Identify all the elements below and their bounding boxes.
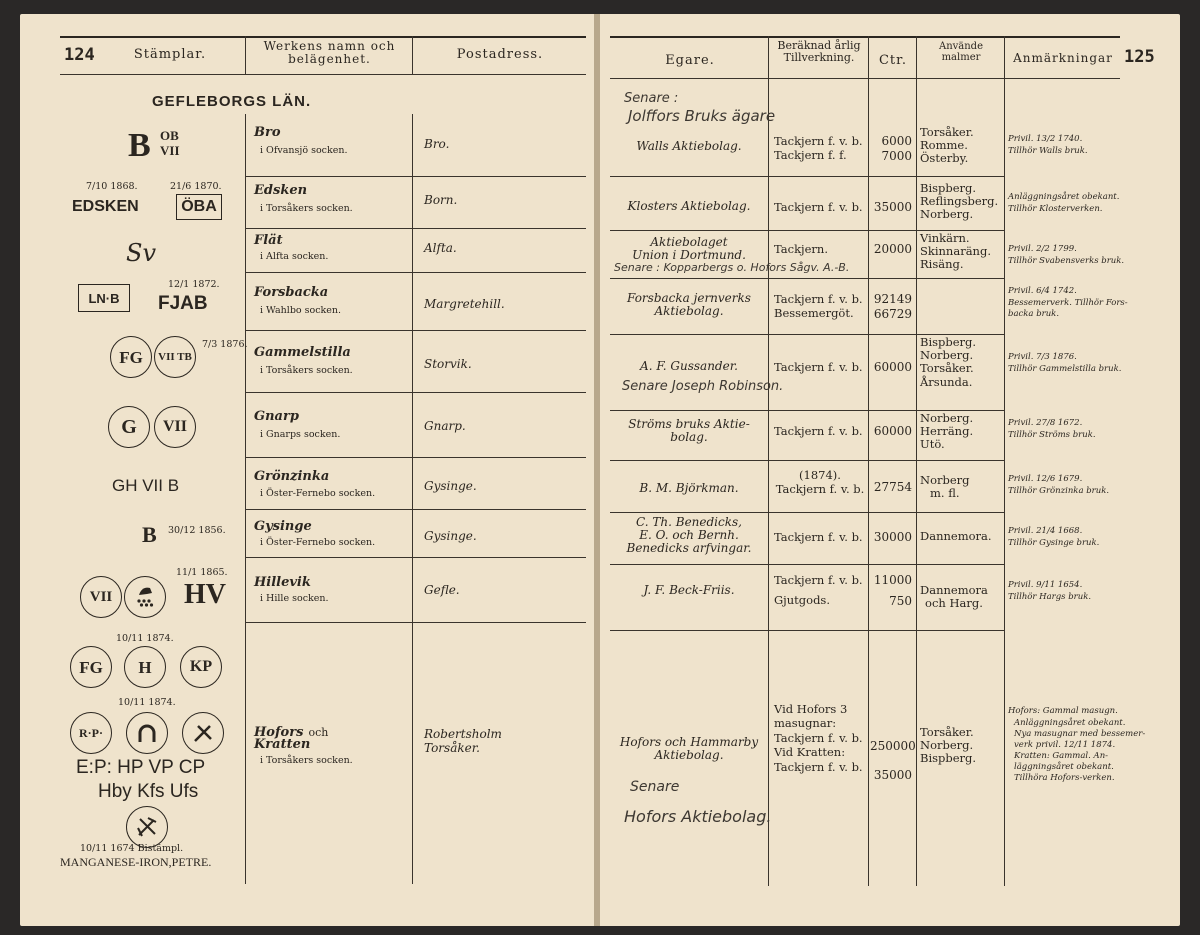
header-production: Beräknad årlig Tillverkning. bbox=[777, 39, 861, 64]
work-name: Edsken bbox=[254, 183, 308, 198]
production-type: Vid Hofors 3 masugnar: Tackjern f. v. b. Vid Kratten: Tackjern f. v. b. bbox=[774, 702, 863, 774]
production-ctr: 60000 bbox=[873, 424, 912, 438]
stamp-edsken-date: 7/10 1868. bbox=[86, 181, 138, 192]
row-rule bbox=[245, 557, 586, 558]
stamp-hofors-circle: KP bbox=[180, 646, 222, 688]
header-bottom-rule bbox=[610, 78, 1120, 79]
header-owner: Egare. bbox=[665, 53, 715, 68]
stamp-edsken: EDSKEN bbox=[72, 198, 139, 215]
production-ctr: 20000 bbox=[873, 242, 912, 256]
handwritten-note: Senare : Kopparbergs o. Hofors Sågv. A.-B. bbox=[614, 261, 850, 274]
production-type: Tackjern f. v. b. Bessemergöt. bbox=[774, 292, 863, 321]
stamp-manganese: MANGANESE-IRON,PETRE. bbox=[60, 855, 212, 869]
header-stamps: Stämplar. bbox=[133, 47, 207, 62]
column-divider bbox=[868, 36, 869, 886]
work-parish: i Öster-Fernebo socken. bbox=[260, 537, 376, 548]
remark: Privil. 7/3 1876. bbox=[1008, 352, 1077, 362]
stamp-bro-sub: VII bbox=[160, 143, 180, 158]
crossed-pickaxes-icon bbox=[126, 806, 168, 848]
work-parish: i Öster-Fernebo socken. bbox=[260, 488, 376, 499]
ores: Dannemora och Harg. bbox=[920, 583, 988, 611]
owner: Walls Aktiebolag. bbox=[636, 139, 742, 153]
handwritten-note: Senare Joseph Robinson. bbox=[622, 379, 784, 394]
remark: Tillhör Klosterverken. bbox=[1008, 204, 1103, 214]
ores: Vinkärn. Skinnaräng. Risäng. bbox=[920, 231, 991, 272]
row-rule bbox=[610, 630, 1004, 631]
work-parish: i Alfta socken. bbox=[260, 251, 329, 262]
stamp-hofors-circle: R·P· bbox=[70, 712, 112, 754]
remark: Tillhör Hargs bruk. bbox=[1008, 592, 1092, 602]
ores: Norberg m. fl. bbox=[920, 473, 970, 501]
header-divider bbox=[245, 36, 246, 74]
remark: Tillhör Gysinge bruk. bbox=[1008, 538, 1100, 548]
row-rule bbox=[610, 564, 1004, 565]
work-parish: i Torsåkers socken. bbox=[260, 203, 353, 214]
production-ctr: 35000 bbox=[873, 200, 912, 214]
page-number: 125 bbox=[1124, 47, 1155, 67]
stamp-hofors-circle: H bbox=[124, 646, 166, 688]
production-type: Tackjern f. v. b. Tackjern f. f. bbox=[774, 134, 863, 163]
stamp-bro: B bbox=[128, 127, 151, 164]
work-post: Alfta. bbox=[424, 241, 457, 255]
work-name: Grönzinka bbox=[254, 469, 330, 484]
work-post: Bro. bbox=[424, 137, 450, 151]
left-page bbox=[20, 14, 594, 926]
owner: Hofors och Hammarby Aktiebolag. bbox=[619, 735, 759, 763]
remark: Privil. 9/11 1654. bbox=[1008, 580, 1083, 590]
stamp-forsbacka-date: 12/1 1872. bbox=[168, 279, 220, 290]
stamp-gysinge-date: 30/12 1856. bbox=[168, 525, 226, 536]
work-name: Hillevik bbox=[254, 575, 311, 590]
stamp-gysinge: B bbox=[142, 522, 157, 547]
work-post: Gysinge. bbox=[424, 529, 477, 543]
work-parish: i Gnarps socken. bbox=[260, 429, 341, 440]
production-ctr: 30000 bbox=[873, 530, 912, 544]
stamp-hofors-date: 10/11 1874. bbox=[116, 633, 174, 644]
work-parish: i Torsåkers socken. bbox=[260, 755, 353, 766]
work-name: Gysinge bbox=[254, 519, 312, 534]
work-parish: i Wahlbo socken. bbox=[260, 305, 342, 316]
handwritten-note: Senare bbox=[630, 779, 680, 795]
work-parish: i Ofvansjö socken. bbox=[260, 145, 348, 156]
remark: Privil. 13/2 1740. bbox=[1008, 134, 1083, 144]
column-divider bbox=[1004, 36, 1005, 886]
remark: Tillhör Gammelstilla bruk. bbox=[1008, 364, 1122, 374]
remark: Bessemerverk. Tillhör Fors- backa bruk. bbox=[1008, 298, 1128, 320]
row-rule bbox=[245, 392, 586, 393]
owner: Forsbacka jernverks Aktiebolag. bbox=[627, 291, 751, 319]
row-rule bbox=[610, 176, 1004, 177]
header-works: Werkens namn och belägenhet. bbox=[263, 39, 396, 67]
stamp-hillevik-horse-icon bbox=[124, 576, 166, 618]
right-page bbox=[600, 14, 1180, 926]
row-rule bbox=[610, 512, 1004, 513]
work-parish: i Torsåkers socken. bbox=[260, 365, 353, 376]
stamp-gammel-circle: VII TB bbox=[154, 336, 196, 378]
remark: Anläggningsåret obekant. bbox=[1008, 192, 1120, 202]
ores: Norberg. Herräng. Utö. bbox=[920, 411, 974, 452]
remark: Hofors: Gammal masugn. bbox=[1008, 706, 1118, 716]
row-rule bbox=[245, 457, 586, 458]
work-name-suffix: och bbox=[308, 726, 329, 739]
production-type: (1874). Tackjern f. v. b. bbox=[775, 468, 865, 497]
production-type: Tackjern. bbox=[774, 242, 828, 256]
owner: B. M. Björkman. bbox=[639, 481, 739, 495]
production-ctr: 27754 bbox=[873, 480, 912, 494]
horseshoe-icon bbox=[126, 712, 168, 754]
production-ctr: 92149 66729 bbox=[873, 292, 912, 321]
stamp-hofors-crown-circle: FG bbox=[70, 646, 112, 688]
remark: Tillhör Ströms bruk. bbox=[1008, 430, 1096, 440]
owner: Ströms bruks Aktie- bolag. bbox=[628, 417, 750, 445]
work-name: Bro bbox=[254, 125, 281, 140]
stamp-forsbacka-box: LN·B bbox=[78, 284, 130, 312]
handwritten-note: Hofors Aktiebolag. bbox=[624, 807, 772, 826]
remark: Anläggningsåret obekant. Nya masugnar med bessemer- verk privil. 12/11 1874. Kratten: Gammal. An- läggningsåret obekant. Tillhöra Hofors-verken. bbox=[1014, 718, 1146, 784]
row-rule bbox=[610, 278, 1004, 279]
work-name: Gammelstilla bbox=[254, 345, 351, 360]
header-postal: Postadress. bbox=[456, 47, 544, 62]
stamp-bistampl: 10/11 1674 Bistämpl. bbox=[80, 843, 184, 854]
stamp-oba: ÖBA bbox=[176, 194, 222, 220]
work-parish: i Hille socken. bbox=[260, 593, 329, 604]
remark: Tillhör Grönzinka bruk. bbox=[1008, 486, 1110, 496]
work-name: Flät bbox=[254, 233, 283, 248]
production-ctr: 6000 7000 bbox=[881, 134, 912, 163]
work-name: Forsbacka bbox=[254, 285, 329, 300]
row-rule bbox=[245, 272, 586, 273]
ores: Torsåker. Romme. Österby. bbox=[920, 125, 974, 166]
row-rule bbox=[610, 460, 1004, 461]
stamp-gammel-date: 7/3 1876. bbox=[202, 339, 248, 350]
row-rule bbox=[245, 509, 586, 510]
production-type: Tackjern f. v. b. bbox=[774, 360, 863, 374]
page-number: 124 bbox=[64, 45, 95, 65]
stamp-gnarp-circle: G bbox=[108, 406, 150, 448]
stamp-hillevik: HV bbox=[184, 579, 226, 610]
owner: J. F. Beck-Friis. bbox=[643, 583, 735, 597]
work-post: Gnarp. bbox=[424, 419, 466, 433]
work-post: Gefle. bbox=[424, 583, 460, 597]
header-bottom-rule bbox=[60, 74, 586, 75]
production-ctr: 250000 35000 bbox=[870, 739, 916, 782]
column-divider bbox=[916, 36, 917, 886]
work-post: Storvik. bbox=[424, 357, 472, 371]
stamp-hofors-date: 10/11 1874. bbox=[118, 697, 176, 708]
owner: A. F. Gussander. bbox=[640, 359, 738, 373]
header-divider bbox=[412, 36, 413, 74]
stamp-hillevik-circle: VII bbox=[80, 576, 122, 618]
row-rule bbox=[245, 622, 586, 623]
handwritten-note: Senare : bbox=[624, 91, 679, 106]
remark: Privil. 6/4 1742. bbox=[1008, 286, 1077, 296]
remark: Privil. 21/4 1668. bbox=[1008, 526, 1083, 536]
ores: Bispberg. Reflingsberg. Norberg. bbox=[920, 181, 999, 222]
stamp-oba-date: 21/6 1870. bbox=[170, 181, 222, 192]
ores: Dannemora. bbox=[920, 529, 992, 543]
stamp-hofors-marks: Hby Kfs Ufs bbox=[98, 781, 199, 802]
work-name: Kratten bbox=[254, 737, 311, 752]
county-title: GEFLEBORGS LÄN. bbox=[152, 93, 312, 110]
work-post: Margretehill. bbox=[424, 297, 505, 311]
owner: Klosters Aktiebolag. bbox=[627, 199, 751, 213]
work-name: Hofors bbox=[254, 725, 304, 740]
production-ctr: 60000 bbox=[873, 360, 912, 374]
work-post: Torsåker. bbox=[424, 741, 480, 755]
header-ctr: Ctr. bbox=[878, 53, 908, 68]
ores: Torsåker. Norberg. Bispberg. bbox=[920, 725, 977, 766]
stamp-forsbacka: FJAB bbox=[158, 293, 208, 314]
ores: Bispberg. Norberg. Torsåker. Årsunda. bbox=[920, 335, 977, 389]
stamp-hofors-marks: E:P: HP VP CP bbox=[76, 757, 206, 778]
header-remarks: Anmärkningar bbox=[1013, 51, 1113, 65]
stamp-flat: Sv bbox=[126, 239, 156, 267]
crossed-hammers-icon bbox=[182, 712, 224, 754]
stamp-gronzinka: GH VII B bbox=[112, 476, 180, 495]
header-ores: Använde malmer bbox=[938, 41, 984, 63]
production-type: Tackjern f. v. b. bbox=[774, 530, 863, 544]
row-rule bbox=[245, 330, 586, 331]
header-top-rule bbox=[610, 36, 1120, 38]
work-name: Gnarp bbox=[254, 409, 299, 424]
header-top-rule bbox=[60, 36, 586, 38]
row-rule bbox=[245, 228, 586, 229]
stamp-hillevik-date: 11/1 1865. bbox=[176, 567, 228, 578]
owner: Aktiebolaget Union i Dortmund. bbox=[632, 235, 746, 263]
remark: Privil. 12/6 1679. bbox=[1008, 474, 1083, 484]
remark: Privil. 27/8 1672. bbox=[1008, 418, 1083, 428]
work-post: Born. bbox=[424, 193, 458, 207]
production-type: Tackjern f. v. b. bbox=[774, 200, 863, 214]
remark: Privil. 2/2 1799. bbox=[1008, 244, 1077, 254]
column-divider bbox=[245, 114, 246, 884]
column-divider bbox=[412, 114, 413, 884]
column-divider bbox=[768, 36, 769, 886]
row-rule bbox=[245, 176, 586, 177]
handwritten-note: Jolffors Bruks ägare bbox=[628, 107, 776, 125]
stamp-gammel-crown-circle: FG bbox=[110, 336, 152, 378]
stamp-gnarp-circle: VII bbox=[154, 406, 196, 448]
production-type: Tackjern f. v. b. bbox=[774, 424, 863, 438]
production-ctr: 11000 750 bbox=[873, 573, 912, 608]
work-post: Robertsholm bbox=[424, 727, 502, 741]
stamp-bro-sup: OB bbox=[160, 128, 179, 143]
remark: Tillhör Svabensverks bruk. bbox=[1008, 256, 1125, 266]
owner: C. Th. Benedicks, E. O. och Bernh. Benedicks arfvingar. bbox=[626, 515, 752, 556]
remark: Tillhör Walls bruk. bbox=[1008, 146, 1088, 156]
work-post: Gysinge. bbox=[424, 479, 477, 493]
production-type: Tackjern f. v. b. Gjutgods. bbox=[774, 573, 863, 608]
